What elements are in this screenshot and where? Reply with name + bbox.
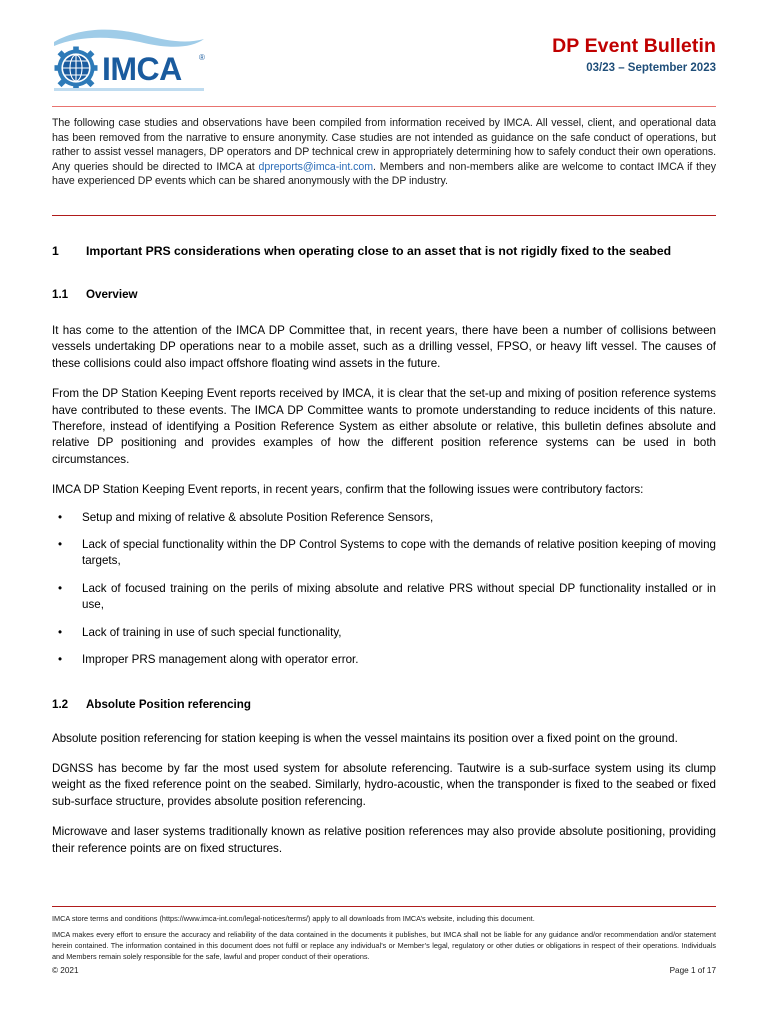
section-1-title: Important PRS considerations when operating close to an asset that is not rigidly fixed to the seabed [86,244,672,258]
copyright-text: © 2021 [52,966,79,975]
header-title-block [552,34,716,77]
list-item-text: Lack of special functionality within the DP Control Systems to cope with the demands of relative position keeping of moving targets, [82,538,716,568]
list-item-text: Lack of training in use of such special functionality, [82,625,342,639]
wave-swoosh-icon [54,30,204,47]
bullet-icon: • [58,538,63,552]
contributory-factors-list [52,510,716,669]
globe-gear-icon [55,47,98,90]
footer-bottom-bar [52,966,716,975]
list-item [52,537,716,570]
page-header [52,26,716,94]
footer-disclaimer: IMCA makes every effort to ensure the accuracy and reliability of the data contained in the documents it publishes, but IMCA shall not be liable for any guidance and/or recommendation and/or statement herein contained. The information contained in this document does not fulfil or replace any individual’s or Member’s legal, regulatory or other duties or obligations in respect of their operations. Individuals and Members remain solely responsible for the safe, lawful and proper conduct of their operations. [52,930,716,962]
page-number: Page 1 of 17 [669,966,716,975]
bullet-icon: • [58,653,63,667]
bullet-icon: • [58,510,63,524]
document-title: DP Event Bulletin [552,35,716,57]
spacer [52,810,716,824]
section-1-2-paragraph-2: DGNSS has become by far the most used system for absolute referencing. Tautwire is a sub-surface system using its clump weight as the fixed reference point on the seabed. Similarly, hydro-acoustic, when the transponder is fixed to the seabed or fixed sub-surface structure, provides absolute position referencing. [52,761,716,808]
logo-underline [54,88,204,91]
spacer [52,669,716,697]
spacer [52,526,716,537]
document-issue-date: 03/23 – September 2023 [586,62,716,74]
section-1-2-title: Absolute Position referencing [86,697,251,711]
spacer [52,570,716,581]
spacer [52,641,716,652]
document-body [52,243,716,857]
section-1-2-heading [52,697,716,713]
intro-paragraph [52,116,716,189]
spacer [52,372,716,386]
list-item [52,581,716,614]
list-item [52,510,716,526]
section-1-1-heading [52,287,716,303]
spacer [52,614,716,625]
section-1-1-paragraph-3: IMCA DP Station Keeping Event reports, in recent years, confirm that the following issues were contributory factors: [52,483,644,497]
section-1-1-number: 1.1 [52,288,69,301]
list-item [52,652,716,668]
dpreports-email-link[interactable]: dpreports@imca-int.com [258,160,373,173]
footer-divider [52,906,716,907]
list-item [52,625,716,641]
list-item-text: Improper PRS management along with operator error. [82,653,359,667]
spacer [52,713,716,731]
registered-trademark-icon: ® [199,53,205,62]
list-item-text: Lack of focused training on the perils of mixing absolute and relative PRS without special DP functionality installed or in use, [82,581,716,612]
section-1-number: 1 [52,244,59,258]
intro-text-part1: The following case studies and observations have been compiled from information received by IMCA. All vessel, client, and operational data has been removed from the narrative to ensure anonymity. Case studies are not intended as guidance on the safe conduct of operations, but rather to assist vessel managers, DP operators and DP technical crew in appropriately determining how to safely conduct their own operations. Any queries should be directed to IMCA at [52,117,716,173]
section-1-1-paragraph-2: From the DP Station Keeping Event reports received by IMCA, it is clear that the set-up and mixing of position reference systems have contributed to these events. The IMCA DP Committee wants to promote understanding to reduce incidents of this nature. Therefore, instead of identifying a Position Reference System as either absolute or relative, this bulletin defines absolute and relative DP positioning and provides examples of how the different position reference systems can be used in both circumstances. [52,387,716,466]
spacer [52,468,716,482]
section-1-1-paragraph-1: It has come to the attention of the IMCA DP Committee that, in recent years, there have been a number of collisions between vessels undertaking DP operations near to a mobile asset, such as a drilling vessel, FPSO, or heavy lift vessel. The causes of these collisions could also impact offshore floating wind assets in the future. [52,324,716,370]
section-1-2-number: 1.2 [52,697,69,711]
imca-logo [52,26,212,92]
section-1-2-paragraph-3: Microwave and laser systems traditionally known as relative position references may also provide absolute positioning, providing their reference points are on fixed structures. [52,825,716,855]
footer-terms-line: IMCA store terms and conditions (https://www.imca-int.com/legal-notices/terms/) apply to all downloads from IMCA’s website, including this document. [52,914,535,923]
intro-divider [52,215,716,216]
spacer [52,747,716,761]
bullet-icon: • [58,625,63,639]
intro-text-part2: . Members and non-members alike are welcome to contact IMCA if they have experienced DP events which can be shared anonymously with the DP industry. [52,160,716,188]
spacer [52,499,716,510]
section-1-1-title: Overview [86,288,138,301]
bullet-icon: • [58,581,63,595]
header-divider [52,106,716,107]
spacer [52,259,716,287]
page-footer [52,913,716,962]
section-1-heading [52,243,716,259]
imca-logo-graphic [52,26,212,92]
imca-wordmark: IMCA [102,51,182,87]
list-item-text: Setup and mixing of relative & absolute Position Reference Sensors, [82,510,434,524]
section-1-2-paragraph-1: Absolute position referencing for station keeping is when the vessel maintains its position over a fixed point on the ground. [52,731,678,745]
spacer [52,303,716,323]
